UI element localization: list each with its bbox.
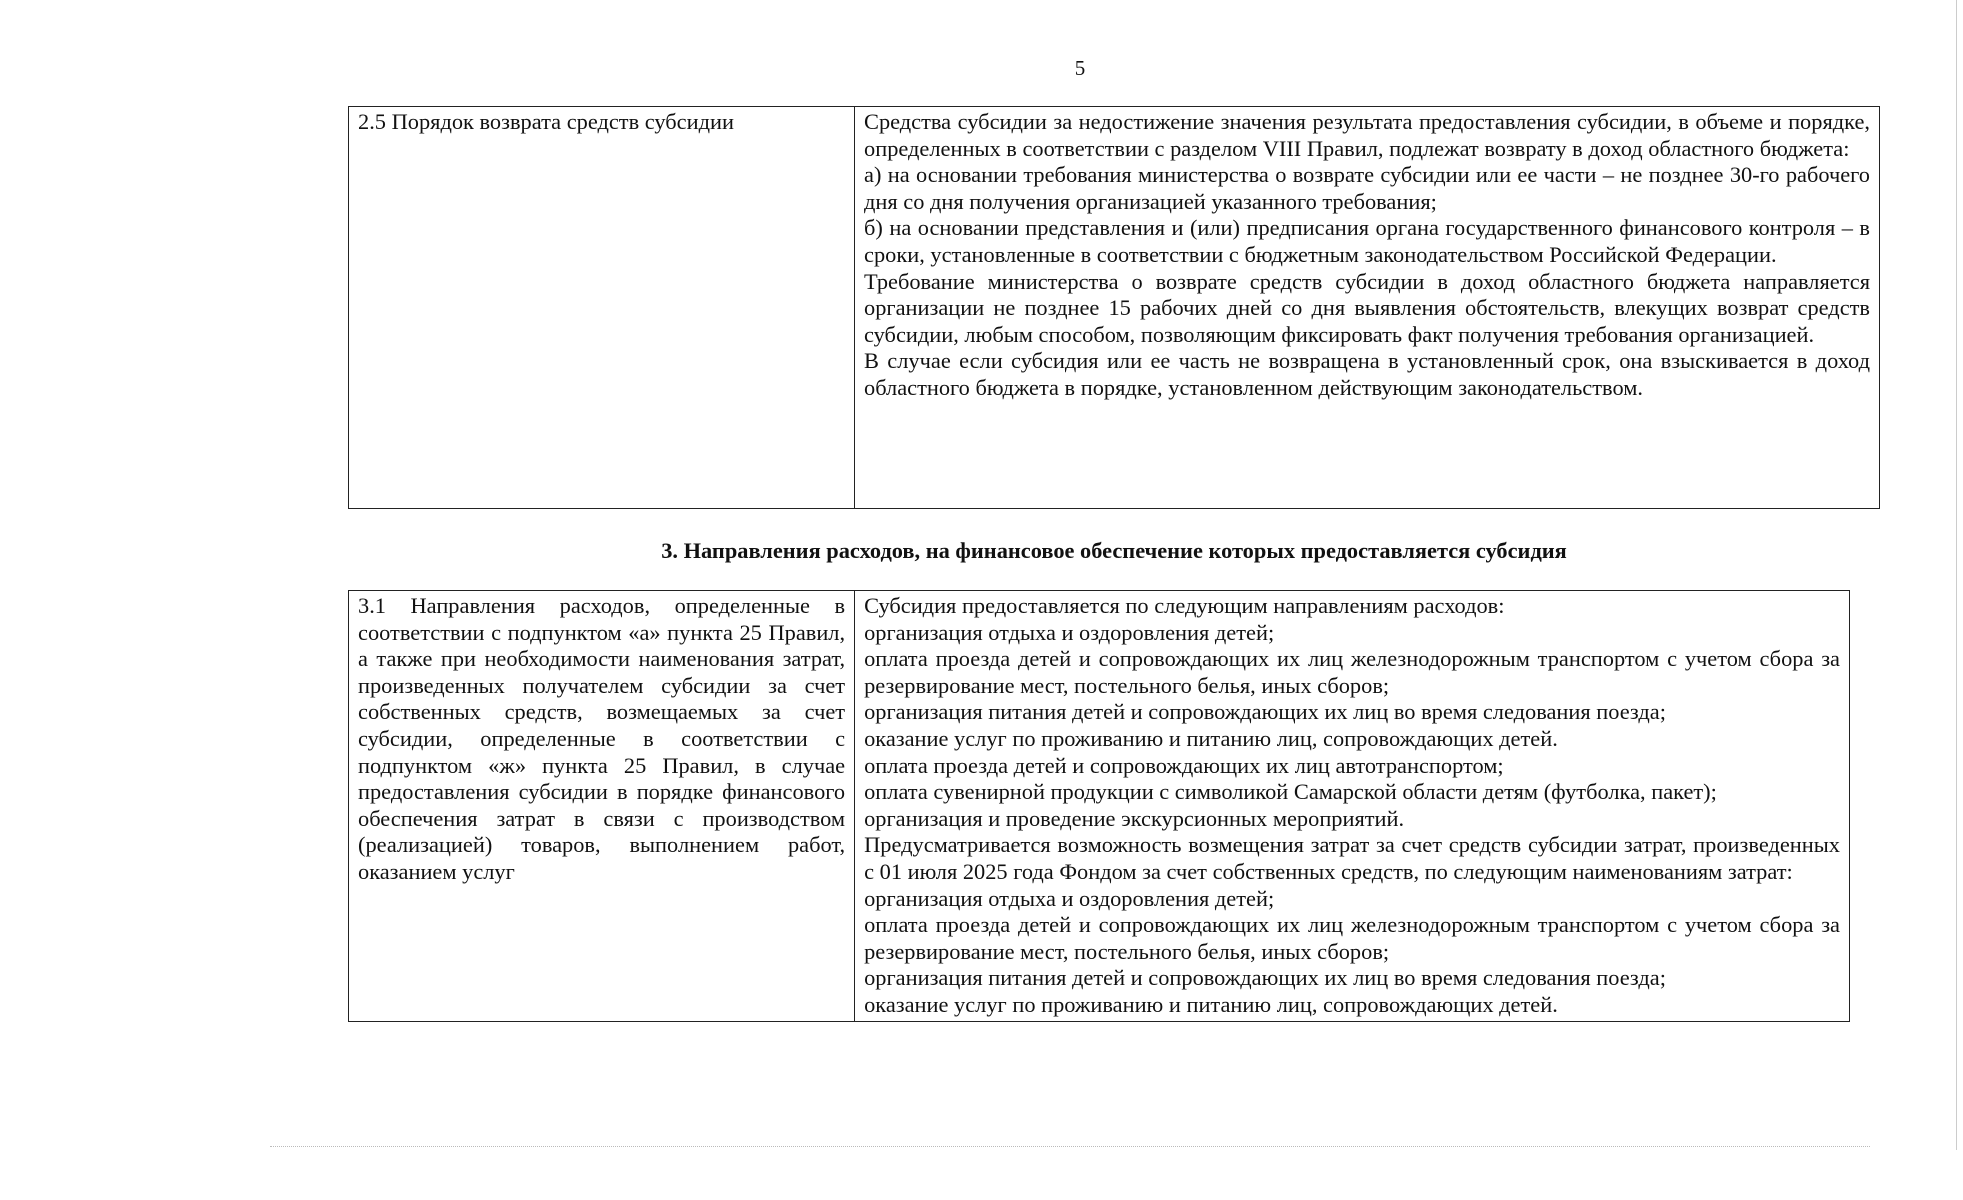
paragraph: организация питания детей и сопровождающих их лиц во время следования поезда; <box>864 965 1666 991</box>
paragraph: оплата проезда детей и сопровождающих их лиц железнодорожным транспортом с учетом сбора за резервирование мест, постельного белья, иных сборов; <box>864 912 1840 964</box>
return-procedure-table <box>348 106 1880 509</box>
section-heading: 3. Направления расходов, на финансовое обеспечение которых предоставляется субсидия <box>661 538 1567 563</box>
paragraph: организация и проведение экскурсионных мероприятий. <box>864 805 1405 831</box>
paragraph: организация питания детей и сопровождающих их лиц во время следования поезда; <box>864 699 1666 725</box>
paragraph: организация отдыха и оздоровления детей; <box>864 885 1275 911</box>
page-number: 5 <box>1074 56 1086 80</box>
table-cell-item-label <box>349 107 855 509</box>
item-3-1-label: 3.1 Направления расходов, определенные в соответствии с подпунктом «а» пункта 25 Правил, а также при необходимости наименования затрат, произведенных получателем субсидии за счет собственных средств, возмещаемых за счет субсидии, определенные в соответствии с подпунктом «ж» пункта 25 Правил, в случае предоставления субсидии в порядке финансового обеспечения затрат в связи с производством (реализацией) товаров, выполнением работ, оказанием услуг <box>358 593 846 884</box>
table-row <box>349 591 1850 1022</box>
scan-artifact-line <box>270 1146 1870 1148</box>
paragraph: организация отдыха и оздоровления детей; <box>864 619 1275 645</box>
paragraph: оказание услуг по проживанию и питанию лиц, сопровождающих детей. <box>864 991 1558 1017</box>
paragraph: В случае если субсидия или ее часть не возвращена в установленный срок, она взыскивается в доход областного бюджета в порядке, установленном действующим законодательством. <box>864 348 1870 400</box>
paragraph: б) на основании представления и (или) предписания органа государственного финансового контроля – в сроки, установленные в соответствии с бюджетным законодательством Российской Федерации. <box>864 215 1870 267</box>
scan-edge <box>1956 0 1957 1150</box>
paragraph: оплата проезда детей и сопровождающих их лиц железнодорожным транспортом с учетом сбора за резервирование мест, постельного белья, иных сборов; <box>864 646 1840 698</box>
paragraph: а) на основании требования министерства о возврате субсидии или ее части – не позднее 30-го рабочего дня со дня получения организацией указанного требования; <box>864 162 1870 214</box>
paragraph: оплата сувенирной продукции с символикой Самарской области детям (футболка, пакет); <box>864 779 1717 805</box>
table-row <box>349 107 1880 509</box>
table-cell-item-content <box>855 591 1850 1022</box>
expense-directions-table <box>348 590 1850 1022</box>
item-2-5-label: 2.5 Порядок возврата средств субсидии <box>358 109 734 134</box>
table-cell-item-label <box>349 591 855 1022</box>
table-cell-item-content <box>855 107 1880 509</box>
paragraph: Требование министерства о возврате средств субсидии в доход областного бюджета направляется организации не позднее 15 рабочих дней со дня выявления обстоятельств, влекущих возврат средств субсидии, любым способом, позволяющим фиксировать факт получения требования организацией. <box>864 268 1870 347</box>
paragraph: оплата проезда детей и сопровождающих их лиц автотранспортом; <box>864 752 1504 778</box>
paragraph: Субсидия предоставляется по следующим направлениям расходов: <box>864 593 1505 618</box>
paragraph: Средства субсидии за недостижение значения результата предоставления субсидии, в объеме и порядке, определенных в соответствии с разделом VIII Правил, подлежат возврату в доход областного бюджета: <box>864 109 1870 161</box>
paragraph: Предусматривается возможность возмещения затрат за счет средств субсидии затрат, произведенных с 01 июля 2025 года Фондом за счет собственных средств, по следующим наименованиям затрат: <box>864 832 1840 884</box>
paragraph: оказание услуг по проживанию и питанию лиц, сопровождающих детей. <box>864 725 1558 751</box>
